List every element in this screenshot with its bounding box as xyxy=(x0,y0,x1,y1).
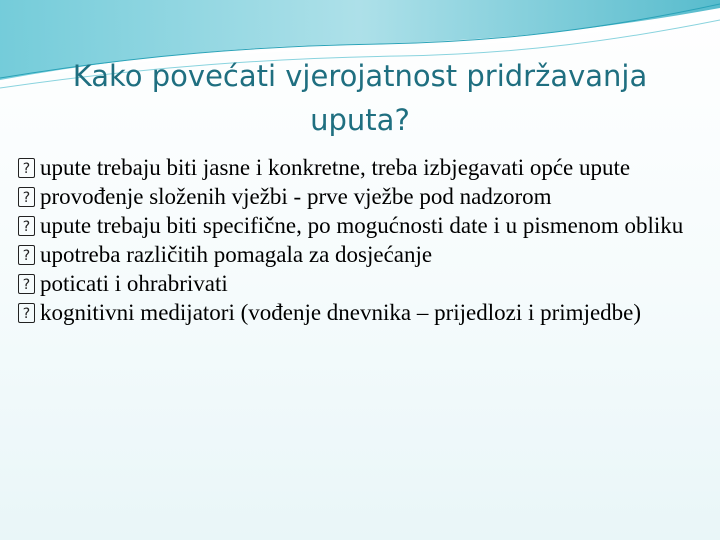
missing-glyph-bullet-icon: ? xyxy=(18,245,35,265)
bullet-text: upotreba različitih pomagala za dosjećanje xyxy=(40,242,433,267)
missing-glyph-bullet-icon: ? xyxy=(18,274,35,294)
missing-glyph-bullet-icon: ? xyxy=(18,216,35,236)
bullet-text: poticati i ohrabrivati xyxy=(40,271,228,296)
missing-glyph-bullet-icon: ? xyxy=(18,187,35,207)
list-item xyxy=(18,240,698,269)
list-item xyxy=(18,298,698,327)
list-item xyxy=(18,153,698,182)
bullet-text: kognitivni medijatori (vođenje dnevnika – prijedlozi i primjedbe) xyxy=(40,300,642,325)
missing-glyph-bullet-icon: ? xyxy=(18,158,35,178)
list-item xyxy=(18,182,698,211)
bullet-text: upute trebaju biti jasne i konkretne, treba izbjegavati opće upute xyxy=(40,155,631,180)
slide-title: Kako povećati vjerojatnost pridržavanja uputa? xyxy=(72,59,648,137)
bullet-text: provođenje složenih vježbi - prve vježbe pod nadzorom xyxy=(40,184,552,209)
bullet-text: upute trebaju biti specifične, po mogućnosti date i u pismenom obliku xyxy=(40,213,684,238)
list-item xyxy=(18,269,698,298)
missing-glyph-bullet-icon: ? xyxy=(18,303,35,323)
list-item xyxy=(18,211,698,240)
bullet-list xyxy=(18,153,698,327)
